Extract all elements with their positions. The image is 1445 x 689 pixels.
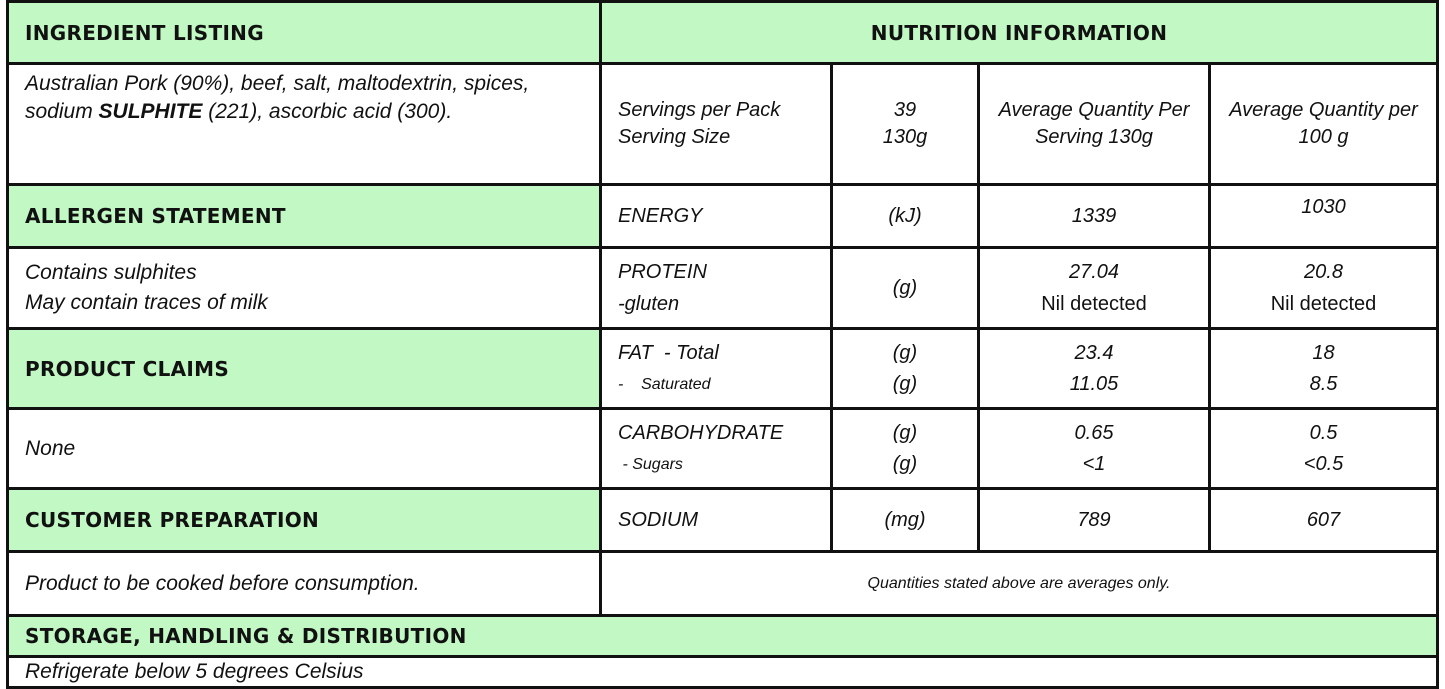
energy-label: ENERGY — [601, 185, 832, 248]
fat-total-unit: (g) — [892, 341, 918, 364]
product-claims-heading: PRODUCT CLAIMS — [8, 329, 601, 409]
product-claims-text: None — [8, 409, 601, 489]
allergen-statement-heading: ALLERGEN STATEMENT — [8, 185, 601, 248]
protein-label: PROTEIN — [618, 261, 707, 283]
column-header-per-100g: Average Quantity per 100 g — [1210, 64, 1438, 185]
sugars-unit: (g) — [892, 452, 918, 475]
serving-size-label: Serving Size — [618, 126, 731, 148]
storage-text: Refrigerate below 5 degrees Celsius — [8, 657, 1438, 688]
sugars-label: - Sugars — [618, 455, 683, 473]
column-header-per-serving: Average Quantity Per Serving 130g — [979, 64, 1210, 185]
protein-per-serving-cell — [979, 248, 1210, 329]
customer-preparation-text: Product to be cooked before consumption. — [8, 552, 601, 616]
carbohydrate-per-100g: 0.5 — [1309, 421, 1338, 444]
carbohydrate-unit-cell — [832, 409, 979, 489]
servings-per-pack-label: Servings per Pack — [618, 99, 781, 121]
protein-unit: (g) — [832, 248, 979, 329]
sugars-per-100g: <0.5 — [1303, 452, 1344, 475]
saturated-unit: (g) — [892, 372, 918, 395]
servings-per-pack-value: 39 — [893, 99, 917, 121]
servings-values-cell — [832, 64, 979, 185]
gluten-per-100g: Nil detected — [1270, 293, 1377, 315]
sulphite-emphasis: SULPHITE — [98, 100, 203, 123]
fat-total-label: FAT - Total — [618, 341, 719, 364]
product-spec-table — [6, 0, 1439, 689]
carbohydrate-unit: (g) — [892, 421, 918, 444]
sodium-unit: (mg) — [832, 489, 979, 552]
ingredient-listing-heading: INGREDIENT LISTING — [8, 2, 601, 64]
energy-per-serving: 1339 — [979, 185, 1210, 248]
customer-preparation-heading: CUSTOMER PREPARATION — [8, 489, 601, 552]
carbohydrate-label: CARBOHYDRATE — [618, 421, 784, 444]
gluten-per-serving: Nil detected — [1041, 293, 1147, 315]
nutrition-information-heading: NUTRITION INFORMATION — [601, 2, 1438, 64]
storage-handling-distribution-heading: STORAGE, HANDLING & DISTRIBUTION — [8, 616, 1438, 657]
sodium-per-100g: 607 — [1210, 489, 1438, 552]
protein-per-100g: 20.8 — [1304, 261, 1343, 283]
fat-unit-cell — [832, 329, 979, 409]
protein-per-100g-cell — [1210, 248, 1438, 329]
allergen-line-sulphites: Contains sulphites — [25, 261, 197, 284]
ingredients-text-part1: Australian Pork (90%), beef, salt, maltodextrin, spices, sodium — [25, 72, 530, 123]
ingredients-text-part2: (221), ascorbic acid (300). — [202, 100, 453, 123]
fat-label-cell — [601, 329, 832, 409]
gluten-label: -gluten — [618, 293, 680, 315]
fat-total-per-serving: 23.4 — [1074, 341, 1114, 364]
saturated-per-serving: 11.05 — [1069, 372, 1119, 395]
carbohydrate-per-serving-cell — [979, 409, 1210, 489]
servings-labels-cell — [601, 64, 832, 185]
nutrition-footnote: Quantities stated above are averages only. — [601, 552, 1438, 616]
energy-unit: (kJ) — [832, 185, 979, 248]
energy-per-100g: 1030 — [1210, 185, 1438, 248]
ingredient-listing-text — [8, 64, 601, 185]
sodium-label: SODIUM — [601, 489, 832, 552]
saturated-label: - Saturated — [618, 375, 711, 393]
serving-size-value: 130g — [882, 126, 928, 148]
sugars-per-serving: <1 — [1082, 452, 1106, 475]
protein-per-serving: 27.04 — [1068, 261, 1120, 283]
protein-label-cell — [601, 248, 832, 329]
fat-per-serving-cell — [979, 329, 1210, 409]
allergen-line-milk: May contain traces of milk — [25, 291, 268, 314]
fat-total-per-100g: 18 — [1312, 341, 1335, 364]
carbohydrate-per-serving: 0.65 — [1074, 421, 1114, 444]
saturated-per-100g: 8.5 — [1309, 372, 1338, 395]
fat-per-100g-cell — [1210, 329, 1438, 409]
allergen-statement-text — [8, 248, 601, 329]
carbohydrate-per-100g-cell — [1210, 409, 1438, 489]
carbohydrate-label-cell — [601, 409, 832, 489]
sodium-per-serving: 789 — [979, 489, 1210, 552]
